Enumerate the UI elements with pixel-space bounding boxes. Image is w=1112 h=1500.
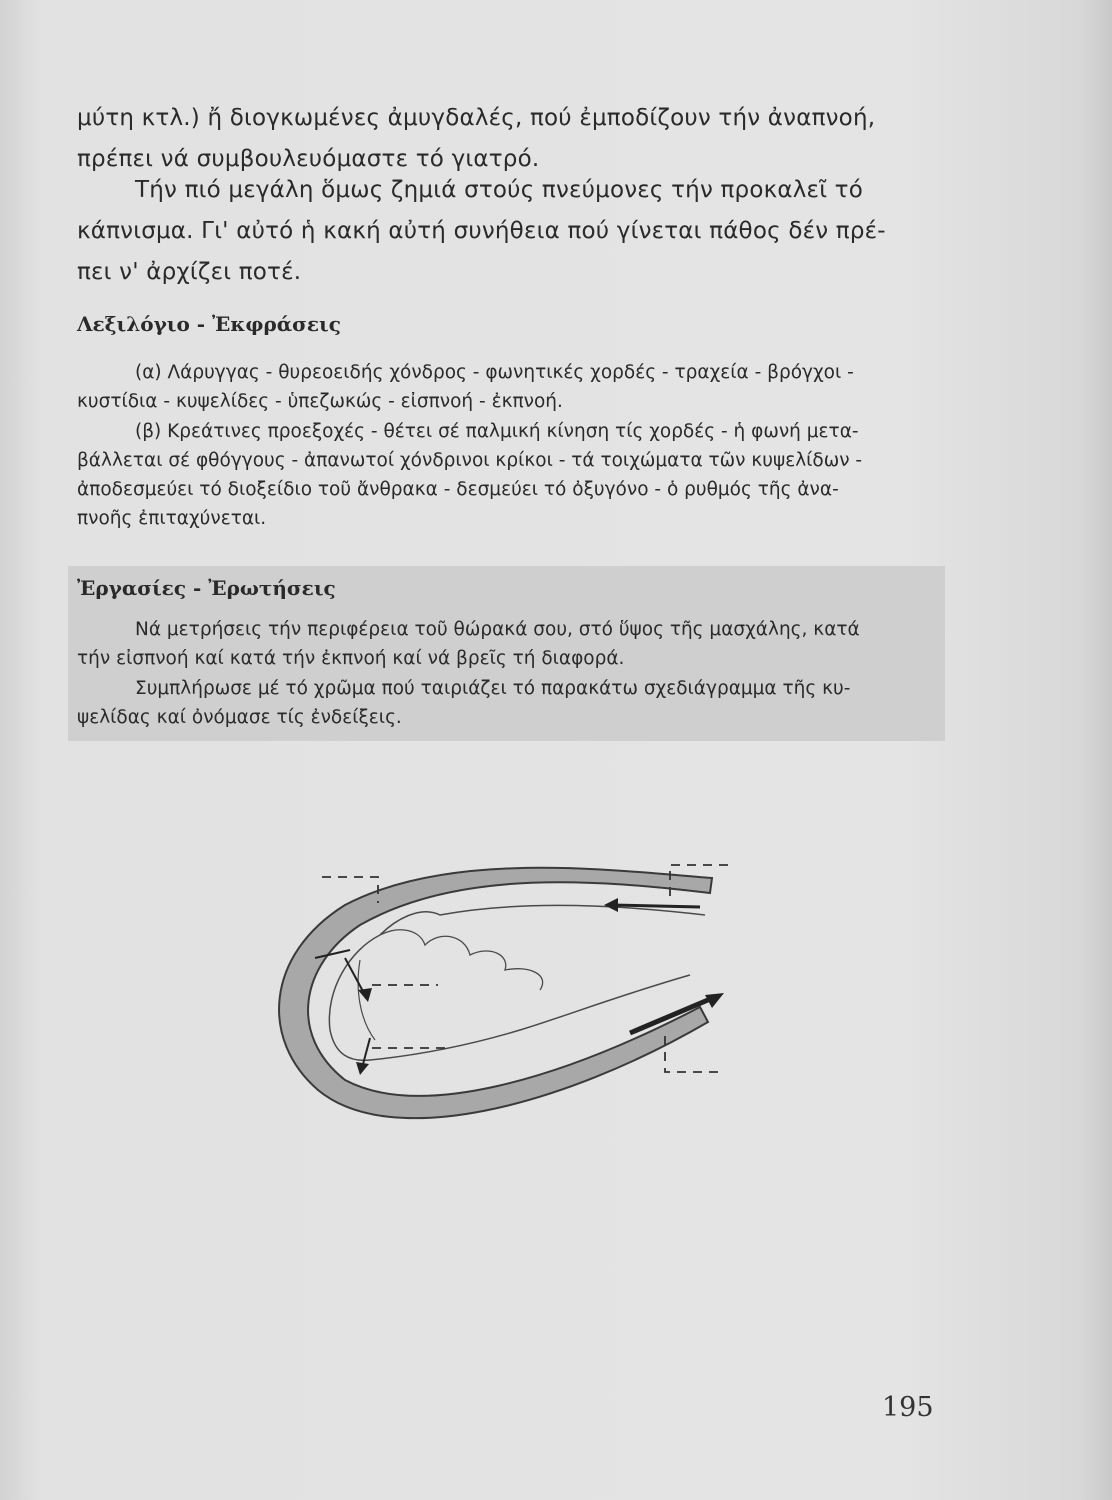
text-line: πρέπει νά συμβουλευόμαστε τό γιατρό. — [77, 146, 540, 172]
text-line: Νά μετρήσεις τήν περιφέρεια τοῦ θώρακά σου, στό ὕψος τῆς μασχάλης, κατά — [135, 619, 860, 640]
text-line: κάπνισμα. Γι' αὐτό ἡ κακή αὐτή συνήθεια πού γίνεται πάθος δέν πρέ- — [77, 218, 886, 244]
text-line: Συμπλήρωσε μέ τό χρῶμα πού ταιριάζει τό παρακάτω σχεδιάγραμμα τῆς κυ- — [135, 678, 851, 699]
exercises-heading: Ἐργασίες - Ἐρωτήσεις — [77, 576, 336, 600]
text-line: Τήν πιό μεγάλη ὅμως ζημιά στούς πνεύμονες τήν προκαλεῖ τό — [135, 177, 864, 203]
text-line: βάλλεται σέ φθόγγους - ἀπανωτοί χόνδρινοι κρίκοι - τά τοιχώματα τῶν κυψελίδων - — [77, 450, 863, 471]
text-line: ψελίδας καί ὀνόμασε τίς ἐνδείξεις. — [77, 707, 402, 728]
page-number: 195 — [882, 1392, 934, 1423]
text-line: πει ν' ἀρχίζει ποτέ. — [77, 259, 302, 285]
text-line: μύτη κτλ.) ἤ διογκωμένες ἀμυγδαλές, πού ἐμποδίζουν τήν ἀναπνοή, — [77, 105, 876, 131]
text-line: κυστίδια - κυψελίδες - ὑπεζωκώς - εἰσπνοή - ἐκπνοή. — [77, 391, 563, 412]
text-line: (β) Κρεάτινες προεξοχές - θέτει σέ παλμική κίνηση τίς χορδές - ἡ φωνή μετα- — [135, 421, 859, 442]
text-line: (α) Λάρυγγας - θυρεοειδής χόνδρος - φωνητικές χορδές - τραχεία - βρόγχοι - — [135, 362, 854, 383]
text-line: ἀποδεσμεύει τό διοξείδιο τοῦ ἄνθρακα - δεσμεύει τό ὀξυγόνο - ὁ ρυθμός τῆς ἀνα- — [77, 479, 839, 500]
text-line: πνοῆς ἐπιταχύνεται. — [77, 508, 267, 529]
vocabulary-heading: Λεξιλόγιο - Ἐκφράσεις — [77, 312, 341, 336]
text-line: τήν εἰσπνοή καί κατά τήν ἐκπνοή καί νά βρεῖς τή διαφορά. — [77, 648, 625, 669]
